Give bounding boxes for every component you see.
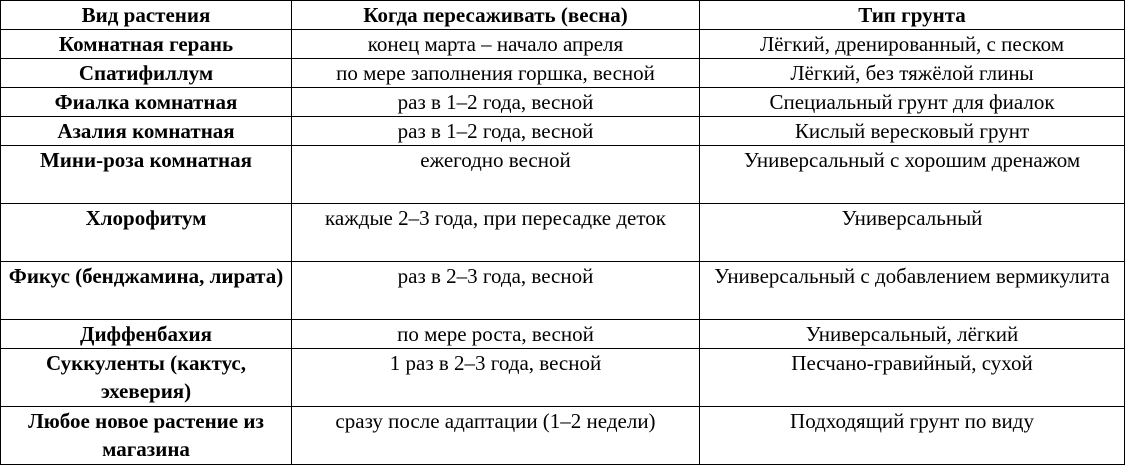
plant-name: Комнатная герань: [1, 30, 292, 59]
transplant-time: каждые 2–3 года, при пересадке деток: [292, 204, 700, 262]
plant-name: Суккуленты (кактус, эхеверия): [1, 349, 292, 407]
header-row: [1, 1, 1125, 30]
plant-name: Азалия комнатная: [1, 117, 292, 146]
soil-type: Специальный грунт для фиалок: [700, 88, 1125, 117]
table-row: [1, 59, 1125, 88]
table-row: [1, 117, 1125, 146]
plant-name: Спатифиллум: [1, 59, 292, 88]
soil-type: Лёгкий, без тяжёлой глины: [700, 59, 1125, 88]
transplant-time: раз в 2–3 года, весной: [292, 262, 700, 320]
table-row: [1, 204, 1125, 262]
table-row: [1, 146, 1125, 204]
soil-type: Лёгкий, дренированный, с песком: [700, 30, 1125, 59]
transplant-time: конец марта – начало апреля: [292, 30, 700, 59]
table-body: [1, 30, 1125, 465]
header-when: Когда пересаживать (весна): [292, 1, 700, 30]
plant-name: Любое новое растение из магазина: [1, 407, 292, 465]
table-row: [1, 320, 1125, 349]
transplant-time: ежегодно весной: [292, 146, 700, 204]
soil-type: Кислый вересковый грунт: [700, 117, 1125, 146]
transplant-time: раз в 1–2 года, весной: [292, 117, 700, 146]
table-row: [1, 88, 1125, 117]
plant-name: Фикус (бенджамина, лирата): [1, 262, 292, 320]
transplant-time: 1 раз в 2–3 года, весной: [292, 349, 700, 407]
table-row: [1, 30, 1125, 59]
soil-type: Универсальный: [700, 204, 1125, 262]
transplant-time: раз в 1–2 года, весной: [292, 88, 700, 117]
transplant-time: сразу после адаптации (1–2 недели): [292, 407, 700, 465]
transplant-time: по мере заполнения горшка, весной: [292, 59, 700, 88]
soil-type: Универсальный с добавлением вермикулита: [700, 262, 1125, 320]
plant-name: Мини-роза комнатная: [1, 146, 292, 204]
header-soil: Тип грунта: [700, 1, 1125, 30]
soil-type: Универсальный, лёгкий: [700, 320, 1125, 349]
table-row: [1, 349, 1125, 407]
transplant-time: по мере роста, весной: [292, 320, 700, 349]
soil-type: Подходящий грунт по виду: [700, 407, 1125, 465]
soil-type: Универсальный с хорошим дренажом: [700, 146, 1125, 204]
table-header: [1, 1, 1125, 30]
plant-name: Диффенбахия: [1, 320, 292, 349]
soil-type: Песчано-гравийный, сухой: [700, 349, 1125, 407]
header-plant: Вид растения: [1, 1, 292, 30]
table-row: [1, 262, 1125, 320]
plant-name: Фиалка комнатная: [1, 88, 292, 117]
table-row: [1, 407, 1125, 465]
plant-name: Хлорофитум: [1, 204, 292, 262]
